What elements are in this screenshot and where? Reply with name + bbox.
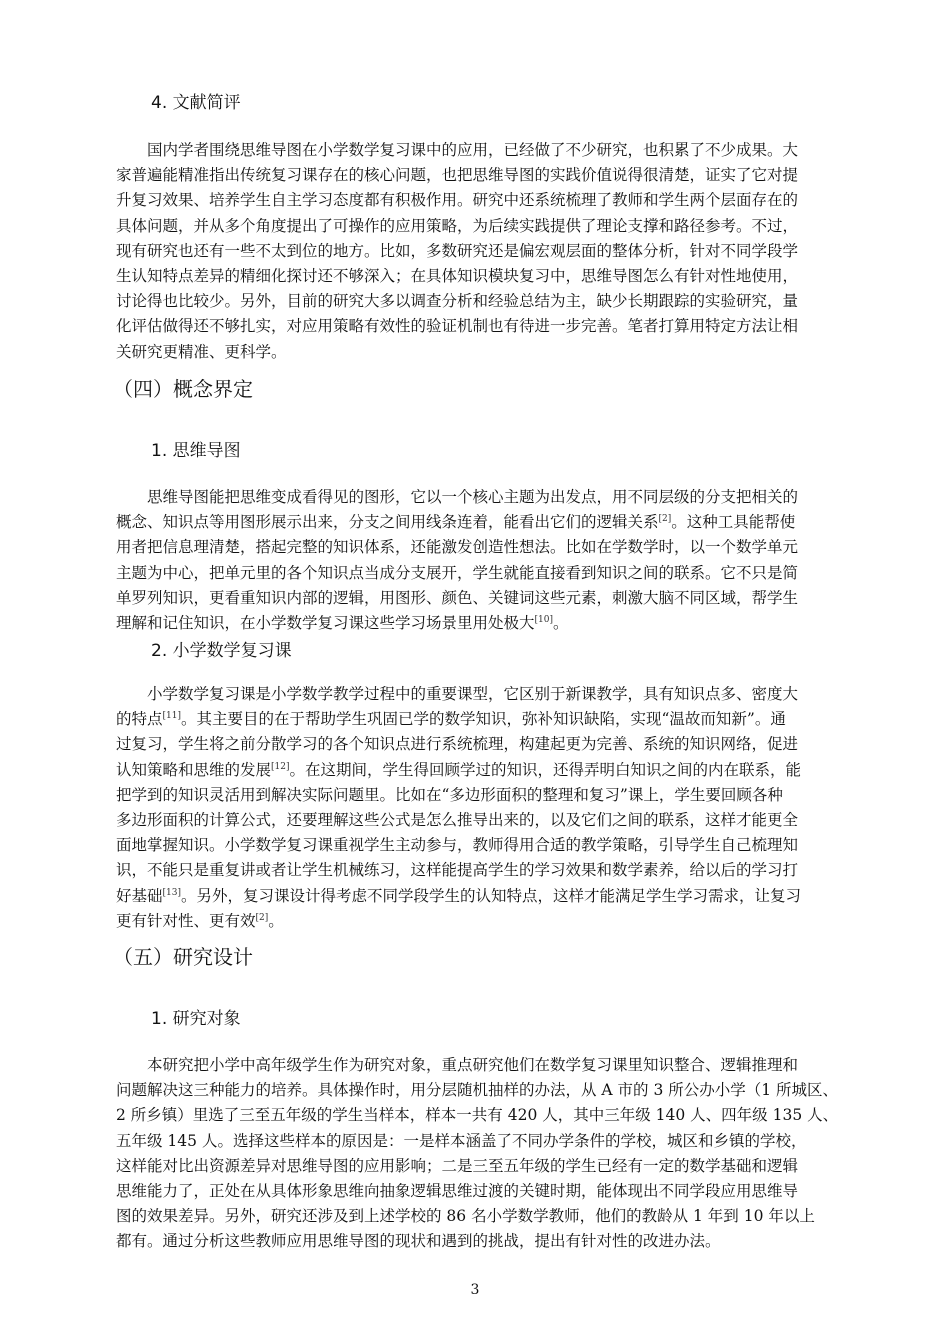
text-line (116, 858, 856, 883)
text-segment: 多边形面积的计算公式，还要理解这些公式是怎么推导出来的，以及它们之间的联系，这样才能更全 (116, 810, 799, 829)
heading-mind-map: 1. 思维导图 (151, 441, 241, 461)
text-segment: 。其主要目的在于帮助学生巩固已学的数学知识，弥补知识缺陷，实现“温故而知新”。通 (181, 710, 786, 729)
paragraph-research-subjects (116, 1053, 856, 1255)
text-segment: 。在这期间，学生得回顾学过的知识，还得弄明白知识之间的内在联系，能 (289, 760, 802, 779)
text-line (116, 611, 856, 636)
paragraph-mind-map (116, 485, 856, 636)
heading-research-subjects: 1. 研究对象 (151, 1009, 241, 1029)
text-line (116, 783, 856, 808)
text-segment: 。 (553, 613, 569, 632)
text-line (116, 758, 856, 783)
text-line: 本研究把小学中高年级学生作为研究对象，重点研究他们在数学复习课里知识整合、逻辑推理和 (147, 1056, 799, 1074)
text-segment: 。另外，复习课设计得考虑不同学段学生的认知特点，这样才能满足学生学习需求，让复习 (181, 886, 802, 905)
text-line: 生认知特点差异的精细化探讨还不够深入；在具体知识模块复习中，思维导图怎么有针对性地使用， (116, 266, 799, 285)
text-line (116, 561, 856, 586)
heading-research-design: （五）研究设计 (113, 945, 253, 969)
text-line (116, 485, 856, 510)
text-segment: 思维导图能把思维变成看得见的图形，它以一个核心主题为出发点，用不同层级的分支把相关的 (147, 488, 799, 506)
text-line: 化评估做得还不够扎实，对应用策略有效性的验证机制也有待进一步完善。笔者打算用特定方法让相 (116, 317, 799, 336)
text-line (116, 707, 856, 732)
text-segment: 理解和记住知识，在小学数学复习课这些学习场景里用处极大 (116, 613, 535, 632)
text-line (116, 586, 856, 611)
text-line: 图的效果差异。另外，研究还涉及到上述学校的 86 名小学数学教师，他们的教龄从 1 年到 10 年以上 (116, 1207, 815, 1226)
text-segment: 主题为中心，把单元里的各个知识点当成分支展开，学生就能直接看到知识之间的联系。它不只是简 (116, 563, 799, 582)
citation-reference: [12] (271, 761, 290, 772)
text-segment: 面地掌握知识。小学数学复习课重视学生主动参与，教师得用合适的教学策略，引导学生自己梳理知 (116, 836, 799, 855)
text-line (116, 510, 856, 535)
heading-literature-review: 4. 文献简评 (151, 93, 241, 113)
text-line: 现有研究也还有一些不太到位的地方。比如，多数研究还是偏宏观层面的整体分析，针对不同学段学 (116, 241, 799, 260)
text-line: 这样能对比出资源差异对思维导图的应用影响；二是三至五年级的学生已经有一定的数学基础和逻辑 (116, 1156, 799, 1175)
text-line: 升复习效果、培养学生自主学习态度都有积极作用。研究中还系统梳理了教师和学生两个层面存在的 (116, 191, 799, 210)
text-line: 五年级 145 人。选择这些样本的原因是：一是样本涵盖了不同办学条件的学校，城区和乡镇的学校， (116, 1131, 807, 1150)
text-line (116, 535, 856, 560)
text-segment: 。这种工具能帮使 (671, 513, 796, 532)
citation-reference: [2] (658, 514, 672, 525)
text-line: 国内学者围绕思维导图在小学数学复习课中的应用，已经做了不少研究，也积累了不少成果。大 (147, 141, 799, 159)
text-segment: 用者把信息理清楚，搭起完整的知识体系，还能激发创造性想法。比如在学数学时，以一个数学单元 (116, 538, 799, 557)
text-segment: 单罗列知识，更看重知识内部的逻辑，用图形、颜色、关键词这些元素，刺激大脑不同区域，帮学生 (116, 588, 799, 607)
text-segment: 过复习，学生将之前分散学习的各个知识点进行系统梳理，构建起更为完善、系统的知识网络，促进 (116, 735, 799, 754)
text-segment: 更有针对性、更有效 (116, 911, 256, 930)
heading-review-class: 2. 小学数学复习课 (151, 641, 292, 661)
citation-reference: [11] (162, 711, 181, 722)
text-segment: 小学数学复习课是小学数学教学过程中的重要课型，它区别于新课教学，具有知识点多、密度大 (147, 685, 799, 703)
text-line (116, 884, 856, 909)
page-number: 3 (470, 1282, 480, 1298)
paragraph-literature-review (116, 138, 856, 365)
text-segment: 认知策略和思维的发展 (116, 760, 272, 779)
text-segment: 把学到的知识灵活用到解决实际问题里。比如在“多边形面积的整理和复习”课上，学生要回顾各种 (116, 785, 783, 804)
text-line: 问题解决这三种能力的培养。具体操作时，用分层随机抽样的办法，从 A 市的 3 所公办小学（1 所城区、 (116, 1081, 839, 1100)
paragraph-review-class (116, 682, 856, 934)
text-line (116, 808, 856, 833)
citation-reference: [2] (255, 912, 269, 923)
text-segment: 好基础 (116, 886, 163, 905)
text-line: 关研究更精准、更科学。 (116, 342, 287, 361)
heading-concept-definition: （四）概念界定 (113, 377, 253, 401)
text-line: 讨论得也比较少。另外，目前的研究大多以调查分析和经验总结为主，缺少长期跟踪的实验研究，量 (116, 292, 799, 311)
text-line (116, 909, 856, 934)
text-line: 具体问题，并从多个角度提出了可操作的应用策略，为后续实践提供了理论支撑和路径参考。不过， (116, 216, 799, 235)
citation-reference: [10] (534, 614, 553, 625)
text-line: 2 所乡镇）里选了三至五年级的学生当样本，样本一共有 420 人，其中三年级 140 人、四年级 135 人、 (116, 1106, 839, 1125)
text-segment: 识，不能只是重复讲或者让学生机械练习，这样能提高学生的学习效果和数学素养，给以后的学习打 (116, 861, 799, 880)
text-line: 都有。通过分析这些教师应用思维导图的现状和遇到的挑战，提出有针对性的改进办法。 (116, 1232, 721, 1251)
text-segment: 概念、知识点等用图形展示出来，分支之间用线条连着，能看出它们的逻辑关系 (116, 513, 659, 532)
text-line (116, 732, 856, 757)
text-line (116, 833, 856, 858)
text-line (116, 682, 856, 707)
text-segment: 。 (268, 911, 284, 930)
text-line: 思维能力了，正处在从具体形象思维向抽象逻辑思维过渡的关键时期，能体现出不同学段应用思维导 (116, 1181, 799, 1200)
text-line: 家普遍能精准指出传统复习课存在的核心问题，也把思维导图的实践价值说得很清楚，证实了它对提 (116, 166, 799, 185)
text-segment: 的特点 (116, 710, 163, 729)
citation-reference: [13] (162, 887, 181, 898)
